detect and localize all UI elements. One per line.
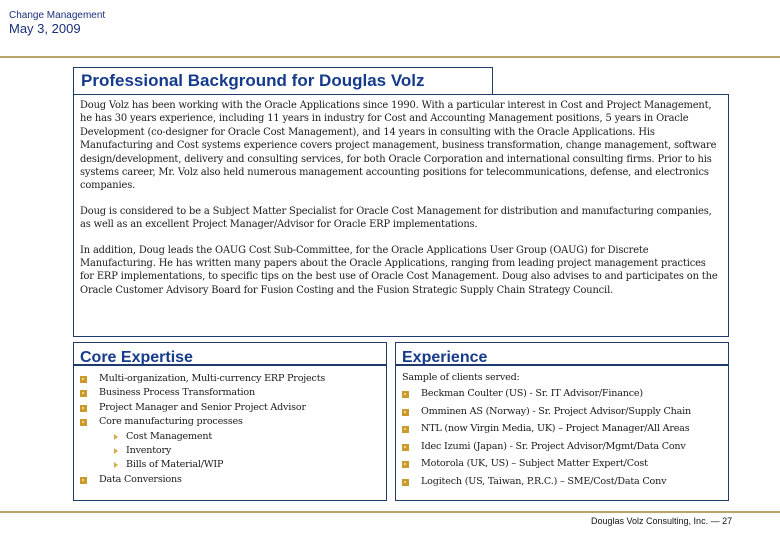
list-item: Beckman Coulter (US) - Sr. IT Advisor/Finance) (396, 385, 728, 403)
square-bullet-icon (402, 479, 409, 486)
background-paragraph: Doug Volz has been working with the Oracle Applications since 1990. With a particular interest in Cost and Project Management, he has 30 years experience, including 11 years in industry for Cost and Accounting Management positions, 5 years in Oracle Development (co-designer for Oracle Cost Management), and 14 years in consulting with the Oracle Applications. His Manufacturing and Cost systems experience covers project management, business transformation, change management, software design/development, delivery and consulting services, for both Oracle Corporation and international consulting firms. Prior to his systems career, Mr. Volz also held numerous management accounting positions for telecommunications, defense, and electronics companies. (80, 100, 717, 192)
square-bullet-icon (402, 461, 409, 468)
list-item: Project Manager and Senior Project Advisor (74, 401, 386, 415)
list-item: Idec Izumi (Japan) - Sr. Project Advisor/Mgmt/Data Conv (396, 438, 728, 456)
triangle-bullet-icon (114, 448, 118, 454)
list-item: Data Conversions (74, 473, 386, 487)
footer-page-number: Douglas Volz Consulting, Inc. — 27 (591, 516, 733, 526)
list-item: Core manufacturing processes (74, 415, 386, 429)
experience-intro: Sample of clients served: (402, 372, 520, 383)
square-bullet-icon (402, 426, 409, 433)
header-divider (0, 56, 780, 58)
sub-list-item: Cost Management (74, 430, 386, 444)
core-expertise-title: Core Expertise (80, 349, 193, 366)
core-expertise-list (74, 366, 386, 487)
square-bullet-icon (80, 477, 87, 484)
sub-list-item: Inventory (74, 444, 386, 458)
experience-list (396, 385, 728, 490)
square-bullet-icon (402, 444, 409, 451)
list-item: NTL (now Virgin Media, UK) – Project Manager/All Areas (396, 420, 728, 438)
page-title-box (73, 67, 493, 94)
list-item: Business Process Transformation (74, 386, 386, 400)
square-bullet-icon (80, 419, 87, 426)
square-bullet-icon (80, 390, 87, 397)
core-expertise-box (73, 342, 387, 501)
list-item: Logitech (US, Taiwan, P.R.C.) – SME/Cost/Data Conv (396, 473, 728, 491)
header-date: May 3, 2009 (9, 21, 81, 36)
list-item: Motorola (UK, US) – Subject Matter Expert/Cost (396, 455, 728, 473)
sub-list-item: Bills of Material/WIP (74, 458, 386, 472)
square-bullet-icon (402, 409, 409, 416)
triangle-bullet-icon (114, 462, 118, 468)
core-expertise-header (74, 343, 386, 366)
background-paragraph: In addition, Doug leads the OAUG Cost Sub-Committee, for the Oracle Applications User Group (OAUG) for Discrete Manufacturing. He has written many papers about the Oracle Applications, ranging from leading project management practices for ERP implementations, to specific tips on the best use of Oracle Cost Management. Doug also advises to and participates on the Oracle Customer Advisory Board for Fusion Costing and the Fusion Strategic Supply Chain Strategy Council. (80, 244, 718, 296)
square-bullet-icon (80, 376, 87, 383)
triangle-bullet-icon (114, 434, 118, 440)
header-subtitle: Change Management (9, 10, 106, 21)
experience-title: Experience (402, 349, 488, 366)
background-box (73, 94, 729, 337)
footer-divider (0, 511, 780, 513)
experience-box (395, 342, 729, 501)
experience-header (396, 343, 728, 366)
list-item: Omminen AS (Norway) - Sr. Project Advisor/Supply Chain (396, 403, 728, 421)
page-title: Professional Background for Douglas Volz (81, 71, 425, 90)
background-paragraph: Doug is considered to be a Subject Matter Specialist for Oracle Cost Management for distribution and manufacturing companies, as well as an excellent Project Manager/Advisor for Oracle ERP implementations. (80, 205, 712, 231)
square-bullet-icon (80, 405, 87, 412)
square-bullet-icon (402, 391, 409, 398)
list-item: Multi-organization, Multi-currency ERP Projects (74, 372, 386, 386)
